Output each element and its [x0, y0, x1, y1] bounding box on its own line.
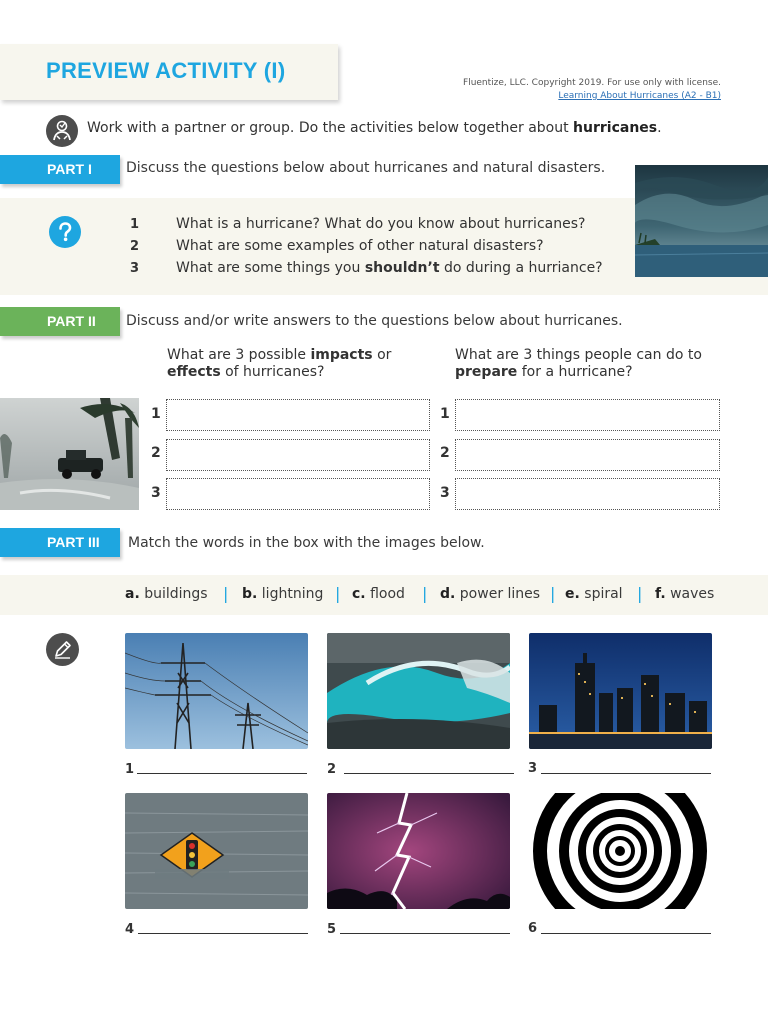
prepare-heading-c: for a hurricane?: [517, 364, 633, 380]
hands-discussion-icon: [46, 115, 78, 147]
prepare-answer-2[interactable]: [455, 439, 720, 471]
flood-image: [125, 793, 308, 909]
row-number: 3: [151, 485, 161, 501]
image-number: 5: [327, 922, 337, 937]
word-text: lightning: [261, 586, 324, 602]
impacts-heading-a: What are 3 possible: [167, 347, 311, 363]
answer-line-4[interactable]: [138, 933, 308, 934]
answer-line-5[interactable]: [340, 933, 510, 934]
word-text: waves: [670, 586, 715, 602]
image-number: 6: [528, 921, 538, 936]
buildings-image: [529, 633, 712, 749]
copyright-notice: [463, 77, 721, 103]
question-3-text: [176, 260, 603, 276]
answer-line-6[interactable]: [541, 933, 711, 934]
row-number: 2: [440, 445, 450, 461]
instructions-text: Work with a partner or group. Do the activities below together about: [87, 120, 574, 136]
question-3-bold: shouldn’t: [364, 260, 440, 276]
word-text: buildings: [144, 586, 208, 602]
row-number: 1: [151, 406, 161, 422]
image-number: 1: [125, 762, 135, 777]
question-number: 2: [130, 239, 140, 254]
prepare-heading-bold: prepare: [455, 364, 518, 380]
word-separator: |: [335, 584, 341, 603]
row-number: 2: [151, 445, 161, 461]
part-2-tab: PART II: [0, 307, 120, 336]
part-1-description: Discuss the questions below about hurricanes and natural disasters.: [126, 160, 606, 176]
impact-answer-2[interactable]: [166, 439, 430, 471]
instructions-bold: hurricanes: [573, 120, 658, 136]
question-2-text: What are some examples of other natural disasters?: [176, 238, 544, 254]
impacts-heading-bold: impacts: [310, 347, 373, 363]
word-text: power lines: [459, 586, 541, 602]
question-number: 1: [130, 217, 140, 232]
impact-answer-1[interactable]: [166, 399, 430, 431]
prepare-heading-a: What are 3 things people can do to: [455, 347, 702, 363]
part-1-tab: PART I: [0, 155, 120, 184]
word-item: [440, 586, 540, 602]
page-title: PREVIEW ACTIVITY (I): [46, 58, 286, 83]
instructions: [87, 120, 662, 136]
word-separator: |: [223, 584, 229, 603]
question-number: 3: [130, 261, 140, 276]
word-letter: e.: [565, 586, 580, 602]
word-letter: f.: [655, 586, 666, 602]
part-3-tab: PART III: [0, 528, 120, 557]
prepare-answer-3[interactable]: [455, 478, 720, 510]
word-separator: |: [637, 584, 643, 603]
prepare-column-heading: [455, 347, 702, 381]
power-lines-image: [125, 633, 308, 749]
part-3-description: Match the words in the box with the images below.: [128, 535, 485, 551]
row-number: 3: [440, 485, 450, 501]
word-text: flood: [370, 586, 405, 602]
impacts-heading-e: of hurricanes?: [220, 364, 325, 380]
hurricane-truck-photo: [0, 398, 139, 510]
word-item: [655, 586, 714, 602]
word-separator: |: [422, 584, 428, 603]
image-number: 4: [125, 922, 135, 937]
word-letter: b.: [242, 586, 258, 602]
prepare-answer-1[interactable]: [455, 399, 720, 431]
word-separator: |: [550, 584, 556, 603]
part-2-description: Discuss and/or write answers to the questions below about hurricanes.: [126, 313, 623, 329]
word-text: spiral: [584, 586, 623, 602]
word-item: [242, 586, 323, 602]
word-letter: c.: [352, 586, 366, 602]
pencil-icon: [46, 633, 79, 666]
word-item: [352, 586, 405, 602]
copyright-text: Fluentize, LLC. Copyright 2019. For use only with license.: [463, 78, 721, 88]
lesson-link[interactable]: Learning About Hurricanes (A2 - B1): [558, 91, 721, 101]
word-item: [125, 586, 208, 602]
answer-line-1[interactable]: [137, 773, 307, 774]
waves-image: [327, 633, 510, 749]
row-number: 1: [440, 406, 450, 422]
question-3-pre: What are some things you: [176, 260, 365, 276]
question-3-post: do during a hurriance?: [439, 260, 603, 276]
word-letter: a.: [125, 586, 140, 602]
word-letter: d.: [440, 586, 456, 602]
image-number: 3: [528, 761, 538, 776]
impacts-column-heading: [167, 347, 391, 381]
word-item: [565, 586, 623, 602]
impact-answer-3[interactable]: [166, 478, 430, 510]
instructions-end: .: [657, 120, 662, 136]
effects-heading-bold: effects: [167, 364, 221, 380]
image-number: 2: [327, 762, 337, 777]
answer-line-3[interactable]: [541, 773, 711, 774]
spiral-image: [529, 793, 712, 909]
hurricane-storm-clouds-photo: [635, 165, 768, 277]
question-1-text: What is a hurricane? What do you know about hurricanes?: [176, 216, 586, 232]
answer-line-2[interactable]: [344, 773, 514, 774]
lightning-image: [327, 793, 510, 909]
impacts-heading-c: or: [372, 347, 392, 363]
question-mark-icon: [49, 216, 81, 248]
